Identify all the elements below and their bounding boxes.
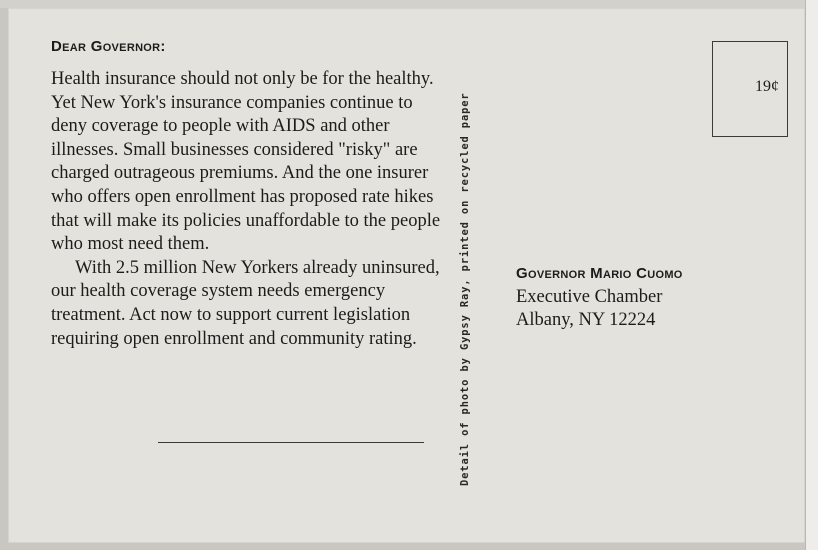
address-line-1: Executive Chamber: [516, 286, 663, 307]
card-right-edge: [805, 0, 818, 550]
salutation: Dear Governor:: [51, 38, 166, 55]
stamp-price: 19¢: [755, 78, 779, 95]
message-body: [51, 68, 441, 351]
signature-line: [158, 442, 424, 443]
recipient-address: [516, 262, 683, 333]
stamp-box: [712, 41, 788, 137]
message-paragraph-2: With 2.5 million New Yorkers already uninsured, our health coverage system needs emergency treatment. Act now to support current legislation requiring open enrollment and community rating.: [51, 257, 440, 349]
recipient-name: Governor Mario Cuomo: [516, 265, 683, 282]
card-top-edge: [0, 0, 818, 8]
address-line-2: Albany, NY 12224: [516, 310, 656, 331]
photo-credit: Detail of photo by Gypsy Ray, printed on recycled paper: [459, 92, 471, 486]
message-paragraph-1: Health insurance should not only be for the healthy. Yet New York's insurance companies continue to deny coverage to people with AIDS and other illnesses. Small businesses considered "risky" are charged outrageous premiums. And the one insurer who offers open enrollment has proposed rate hikes that will make its policies unaffordable to the people who most need them.: [51, 69, 441, 255]
